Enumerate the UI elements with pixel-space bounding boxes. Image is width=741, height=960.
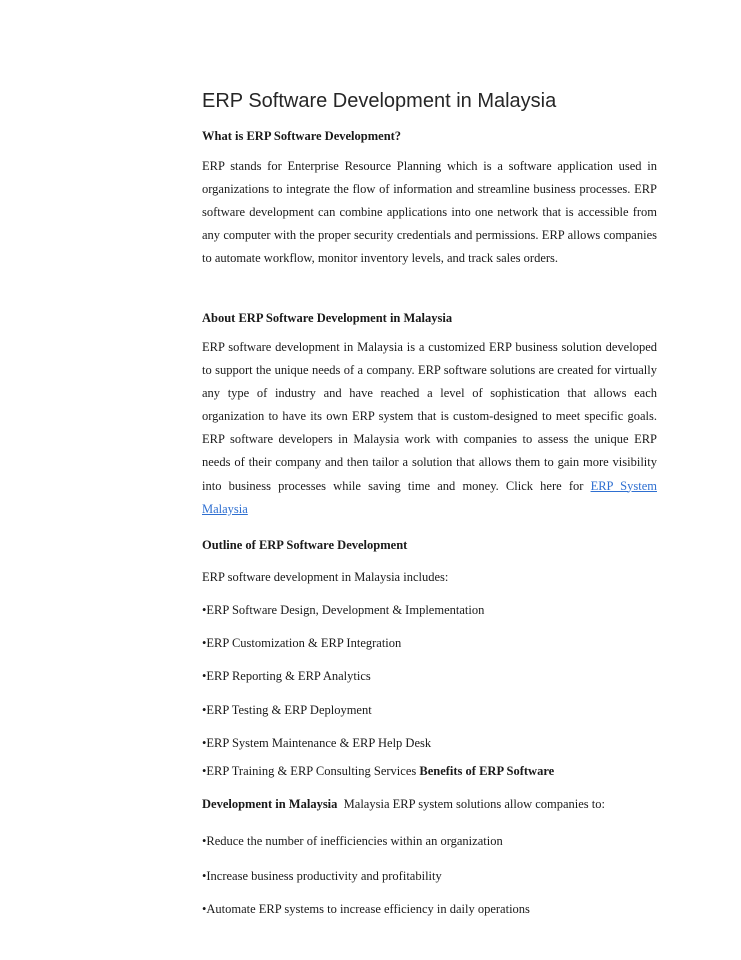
list-item: •Reduce the number of inefficiencies within an organization: [202, 834, 503, 848]
benefits-intro: Malaysia ERP system solutions allow companies to:: [343, 797, 605, 811]
section-heading-what-is-erp: What is ERP Software Development?: [202, 129, 402, 143]
benefits-heading-end: Development in Malaysia: [202, 797, 338, 811]
list-item: •ERP Customization & ERP Integration: [202, 636, 402, 650]
page-title: ERP Software Development in Malaysia: [202, 90, 557, 112]
benefits-heading-start: Benefits of ERP Software: [419, 764, 555, 778]
list-item: •ERP System Maintenance & ERP Help Desk: [202, 736, 432, 750]
section-heading-outline: Outline of ERP Software Development: [202, 538, 408, 552]
section-body-about-erp: [202, 336, 657, 521]
erp-system-malaysia-link[interactable]: ERP System Malaysia: [202, 478, 657, 516]
about-erp-text: ERP software development in Malaysia is a customized ERP business solution developed to support the unique needs of a company. ERP software solutions are created for virtually any type of industry and have reached a level of sophistication that allows each organization to have its own ERP system that is custom-designed to meet specific goals. ERP software developers in Malaysia work with companies to assess the unique ERP needs of their company and then tailor a solution that allows them to gain more visibility into business processes while saving time and money. Click here for: [202, 340, 657, 493]
list-item: •Increase business productivity and profitability: [202, 869, 442, 883]
benefits-intro-line: [202, 797, 605, 812]
list-item: •ERP Software Design, Development & Implementation: [202, 603, 485, 617]
section-heading-about-erp: About ERP Software Development in Malaysia: [202, 311, 453, 325]
list-item: •ERP Training & ERP Consulting Services: [202, 764, 417, 778]
list-item: •ERP Testing & ERP Deployment: [202, 703, 372, 717]
list-item-with-heading: [202, 764, 554, 779]
section-body-what-is-erp: ERP stands for Enterprise Resource Planning which is a software application used in organizations to integrate the flow of information and streamline business processes. ERP software development can combine applications into one network that is accessible from any computer with the proper security credentials and permissions. ERP allows companies to automate workflow, monitor inventory levels, and track sales orders.: [202, 159, 657, 266]
list-item: •ERP Reporting & ERP Analytics: [202, 669, 371, 683]
list-item: •Automate ERP systems to increase efficiency in daily operations: [202, 902, 530, 916]
outline-intro: ERP software development in Malaysia includes:: [202, 570, 449, 584]
